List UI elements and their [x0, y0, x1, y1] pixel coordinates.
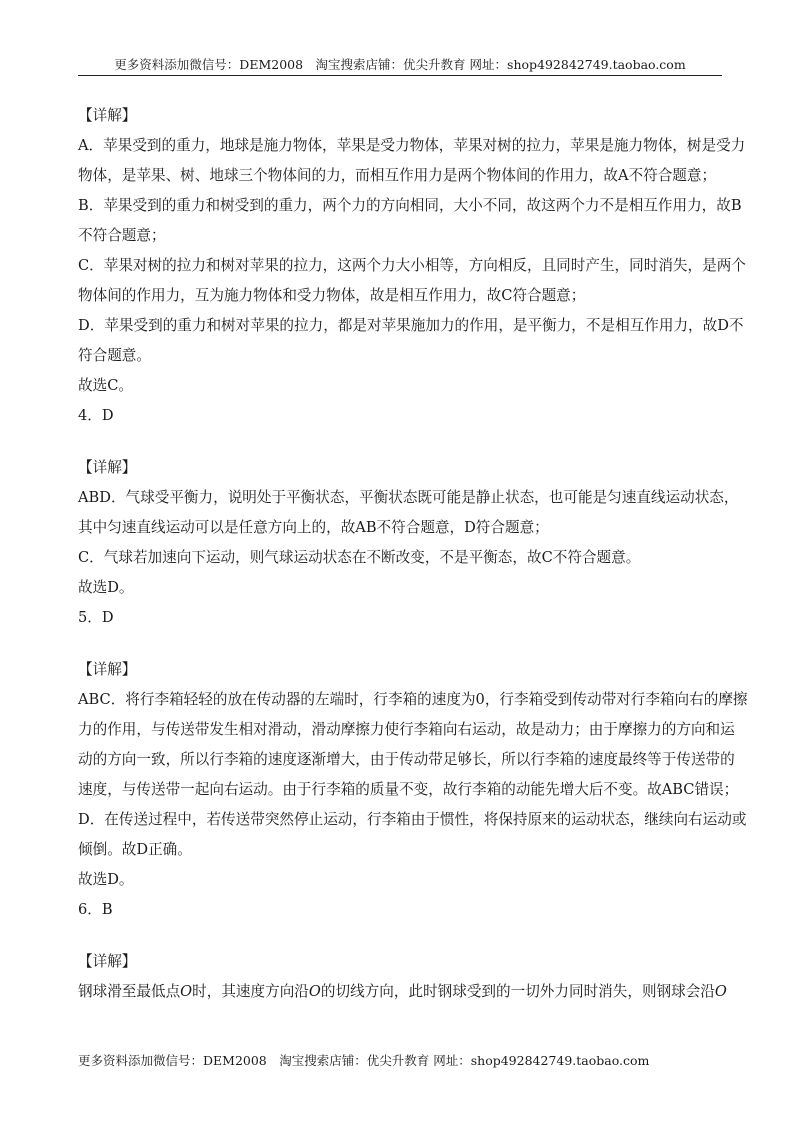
section-heading: 【详解】 — [78, 661, 137, 678]
paragraph-line: 力的作用，与传送带发生相对滑动，滑动摩擦力使行李箱向右运动，故是动力；由于摩擦力的方向和运 — [78, 721, 735, 738]
paragraph-line: 其中匀速直线运动可以是任意方向上的，故AB不符合题意，D符合题意； — [78, 519, 549, 536]
paragraph-line — [78, 977, 727, 1007]
paragraph-line: 速度，与传送带一起向右运动。由于行李箱的质量不变，故行李箱的动能先增大后不变。故ABC错误； — [78, 781, 739, 798]
paragraph-line: 物体间的作用力，互为施力物体和受力物体，故是相互作用力，故C符合题意； — [78, 287, 586, 304]
paragraph-line: 符合题意。 — [78, 347, 151, 364]
text-span: 钢球滑至最低点 — [78, 983, 181, 1000]
paragraph-line: ABC．将行李箱轻轻的放在传动器的左端时，行李箱的速度为0，行李箱受到传动带对行李箱向右的摩擦 — [78, 691, 748, 708]
conclusion-line: 故选D。 — [78, 871, 134, 888]
header-divider — [78, 75, 722, 76]
text-span: 的切线方向，此时钢球受到的一切外力同时消失，则钢球会沿 — [320, 983, 715, 1000]
paragraph-line: C．气球若加速向下运动，则气球运动状态在不断改变，不是平衡态，故C不符合题意。 — [78, 549, 641, 566]
paragraph-line: 动的方向一致，所以行李箱的速度逐渐增大，由于传动带足够长，所以行李箱的速度最终等于传送带的 — [78, 751, 735, 768]
section-heading: 【详解】 — [78, 107, 137, 124]
paragraph-line: 不符合题意； — [78, 227, 166, 244]
variable-o: O — [180, 983, 193, 1000]
paragraph-line: 倾倒。故D正确。 — [78, 841, 192, 858]
answer-line: 4．D — [78, 407, 114, 424]
paragraph-line: C．苹果对树的拉力和树对苹果的拉力，这两个力大小相等，方向相反，且同时产生，同时消失，是两个 — [78, 257, 746, 274]
conclusion-line: 故选C。 — [78, 377, 133, 394]
variable-o: O — [308, 983, 321, 1000]
variable-o: O — [714, 983, 727, 1000]
text-span: 时，其速度方向沿 — [192, 983, 309, 1000]
paragraph-line: D．在传送过程中，若传送带突然停止运动，行李箱由于惯性，将保持原来的运动状态，继续向右运动或 — [78, 811, 747, 828]
paragraph-line: A．苹果受到的重力，地球是施力物体，苹果是受力物体，苹果对树的拉力，苹果是施力物体，树是受力 — [78, 137, 746, 154]
paragraph-line: ABD．气球受平衡力，说明处于平衡状态，平衡状态既可能是静止状态，也可能是匀速直线运动状态， — [78, 489, 739, 506]
page-footer: 更多资料添加微信号：DEM2008 淘宝搜索店铺：优尖升教育 网址：shop492842749.taobao.com — [78, 1053, 650, 1068]
section-heading: 【详解】 — [78, 953, 137, 970]
paragraph-line: B．苹果受到的重力和树受到的重力，两个力的方向相同，大小不同，故这两个力不是相互作用力，故B — [78, 197, 742, 214]
answer-line: 6．B — [78, 901, 113, 918]
paragraph-line: 物体，是苹果、树、地球三个物体间的力，而相互作用力是两个物体间的作用力，故A不符合题意； — [78, 167, 717, 184]
page-header: 更多资料添加微信号：DEM2008 淘宝搜索店铺：优尖升教育 网址：shop492842749.taobao.com — [114, 57, 686, 72]
answer-line: 5．D — [78, 609, 114, 626]
section-heading: 【详解】 — [78, 459, 137, 476]
paragraph-line: D．苹果受到的重力和树对苹果的拉力，都是对苹果施加力的作用，是平衡力，不是相互作用力，故D不 — [78, 317, 744, 334]
document-body — [78, 101, 748, 1007]
conclusion-line: 故选D。 — [78, 579, 134, 596]
